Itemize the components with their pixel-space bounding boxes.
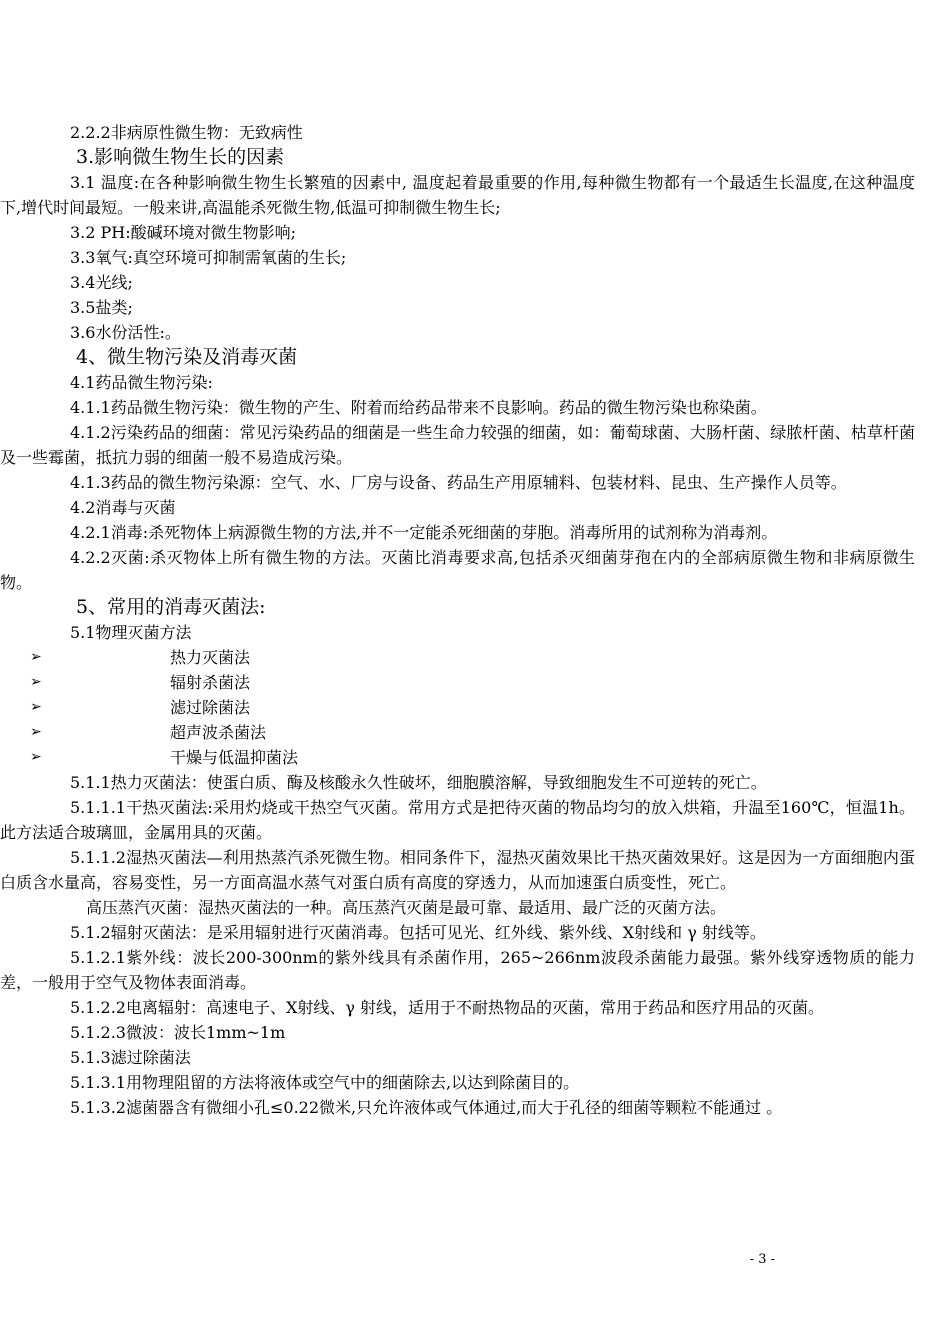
arrow-bullet-icon: ➢	[30, 724, 42, 740]
text-line-3-2: 3.2 PH:酸碱环境对微生物影响;	[70, 223, 297, 242]
paragraph-3-1: 3.1 温度:在各种影响微生物生长繁殖的因素中, 温度起着最重要的作用,每种微生物都有一个最适生长温度,在这种温度下,增代时间最短。一般来讲,高温能杀死微生物,低温可抑制微生物生长;	[0, 173, 915, 217]
paragraph-5-1-1: 5.1.1热力灭菌法：使蛋白质、酶及核酸永久性破坏，细胞膜溶解，导致细胞发生不可逆转的死亡。	[70, 773, 767, 792]
arrow-bullet-icon: ➢	[30, 674, 42, 690]
text-line-2-2-2: 2.2.2非病原性微生物：无致病性	[70, 123, 303, 142]
bullet-label: 超声波杀菌法	[170, 723, 267, 742]
arrow-bullet-icon: ➢	[30, 649, 42, 665]
text-line-5-1: 5.1物理灭菌方法	[70, 623, 192, 642]
paragraph-4-2-2: 4.2.2灭菌:杀灭物体上所有微生物的方法。灭菌比消毒要求高,包括杀灭细菌芽孢在内的全部病原微生物和非病原微生物。	[0, 548, 915, 592]
paragraph-4-1-2: 4.1.2污染药品的细菌：常见污染药品的细菌是一些生命力较强的细菌，如：葡萄球菌、大肠杆菌、绿脓杆菌、枯草杆菌及一些霉菌，抵抗力弱的细菌一般不易造成污染。	[0, 423, 915, 467]
text-line-3-3: 3.3氧气:真空环境可抑制需氧菌的生长;	[70, 248, 347, 267]
paragraph-4-2-1: 4.2.1消毒:杀死物体上病源微生物的方法,并不一定能杀死细菌的芽胞。消毒所用的试剂称为消毒剂。	[70, 523, 778, 542]
paragraph-5-1-1-1: 5.1.1.1干热灭菌法:采用灼烧或干热空气灭菌。常用方式是把待灭菌的物品均匀的放入烘箱，升温至160℃，恒温1h。此方法适合玻璃皿，金属用具的灭菌。	[0, 798, 915, 842]
text-line-5-1-2-3: 5.1.2.3微波：波长1mm~1m	[70, 1023, 286, 1042]
bullet-label: 滤过除菌法	[170, 698, 251, 717]
bullet-label: 热力灭菌法	[170, 648, 251, 667]
page-number: - 3 -	[749, 1252, 775, 1267]
text-line-5-1-3-1: 5.1.3.1用物理阻留的方法将液体或空气中的细菌除去,以达到除菌目的。	[70, 1073, 580, 1092]
paragraph-5-1-3-2: 5.1.3.2滤菌器含有微细小孔≤0.22微米,只允许液体或气体通过,而大于孔径的细菌等颗粒不能通过 。	[70, 1098, 783, 1117]
bullet-item	[30, 645, 915, 670]
text-line-3-5: 3.5盐类;	[70, 298, 133, 317]
paragraph-4-1-3: 4.1.3药品的微生物污染源：空气、水、厂房与设备、药品生产用原辅料、包装材料、昆虫、生产操作人员等。	[70, 473, 847, 492]
text-line-4-1: 4.1药品微生物污染:	[70, 373, 213, 392]
bullet-label: 辐射杀菌法	[170, 673, 251, 692]
paragraph-5-1-2-1: 5.1.2.1紫外线：波长200-300nm的紫外线具有杀菌作用，265~266nm波段杀菌能力最强。紫外线穿透物质的能力差，一般用于空气及物体表面消毒。	[0, 948, 915, 992]
heading-section-3: 3.影响微生物生长的因素	[76, 146, 285, 168]
paragraph-4-1-1: 4.1.1药品微生物污染：微生物的产生、附着而给药品带来不良影响。药品的微生物污染也称染菌。	[70, 398, 767, 417]
heading-section-4: 4、微生物污染及消毒灭菌	[76, 346, 298, 368]
paragraph-autoclave: 高压蒸汽灭菌：湿热灭菌法的一种。高压蒸汽灭菌是最可靠、最适用、最广泛的灭菌方法。	[86, 898, 727, 917]
text-line-3-4: 3.4光线;	[70, 273, 133, 292]
document-page	[0, 120, 915, 1120]
text-line-3-6: 3.6水份活性:。	[70, 323, 181, 342]
paragraph-5-1-1-2: 5.1.1.2湿热灭菌法—利用热蒸汽杀死微生物。相同条件下，湿热灭菌效果比干热灭菌效果好。这是因为一方面细胞内蛋白质含水量高，容易变性，另一方面高温水蒸气对蛋白质有高度的穿透力，从而加速蛋白质变性，死亡。	[0, 848, 915, 892]
text-line-5-1-3: 5.1.3滤过除菌法	[70, 1048, 191, 1067]
bullet-item	[30, 745, 915, 770]
bullet-item	[30, 670, 915, 695]
arrow-bullet-icon: ➢	[30, 749, 42, 765]
bullet-label: 干燥与低温抑菌法	[170, 748, 299, 767]
heading-section-5: 5、常用的消毒灭菌法:	[76, 596, 266, 618]
bullet-item	[30, 720, 915, 745]
bullet-item	[30, 695, 915, 720]
text-line-4-2: 4.2消毒与灭菌	[70, 498, 176, 517]
paragraph-5-1-2-2: 5.1.2.2电离辐射：高速电子、X射线、γ 射线，适用于不耐热物品的灭菌，常用于药品和医疗用品的灭菌。	[70, 998, 825, 1017]
paragraph-5-1-2: 5.1.2辐射灭菌法：是采用辐射进行灭菌消毒。包括可见光、红外线、紫外线、X射线和 γ 射线等。	[70, 923, 766, 942]
arrow-bullet-icon: ➢	[30, 699, 42, 715]
